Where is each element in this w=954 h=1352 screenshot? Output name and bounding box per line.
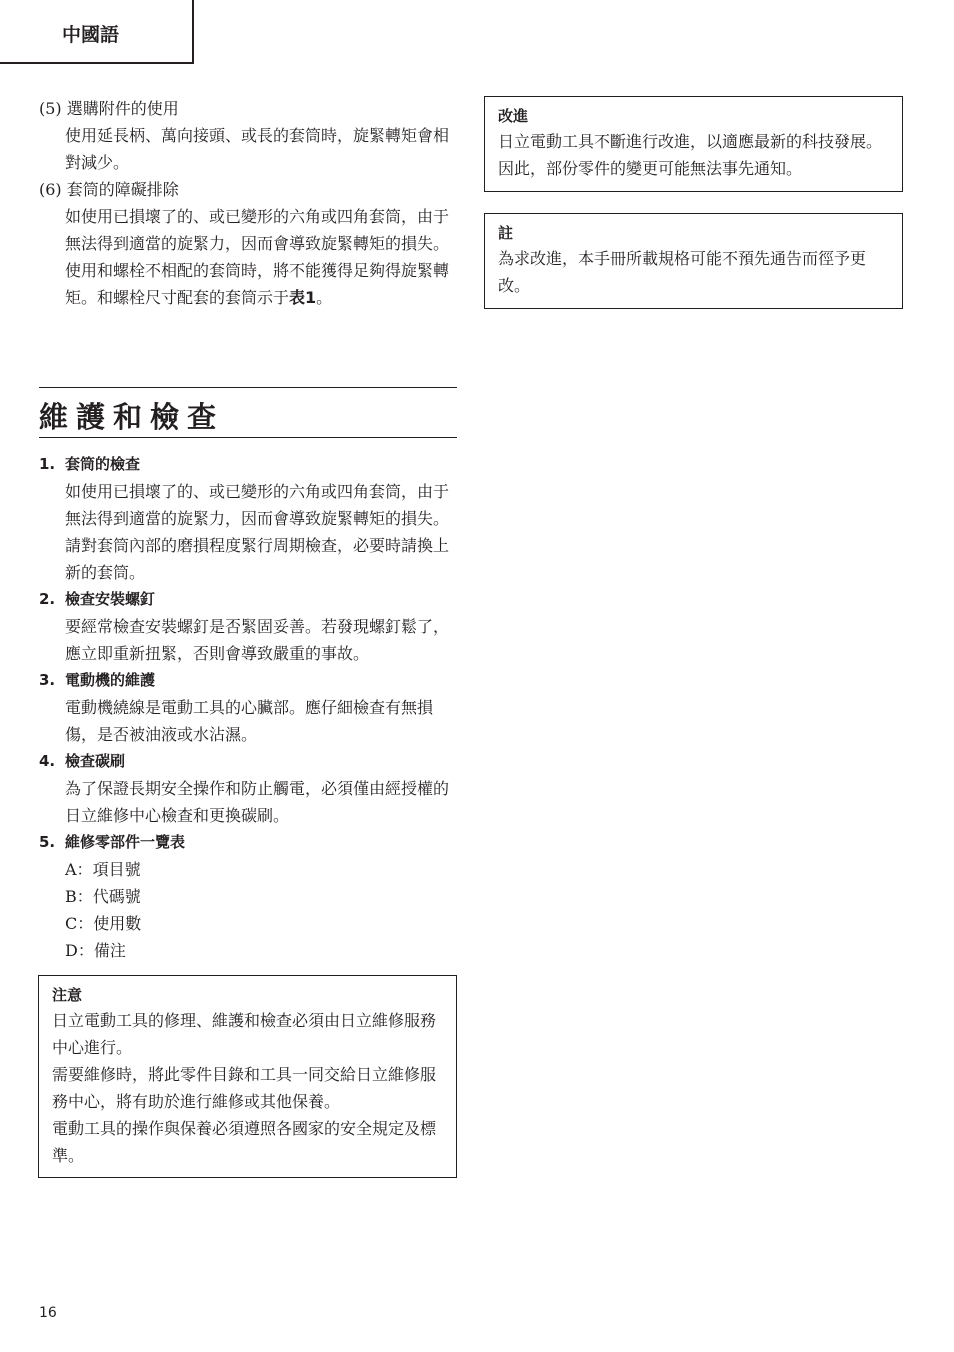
- item5-body: 使用延長柄、萬向接頭、或長的套筒時，旋緊轉矩會相對減少。: [65, 126, 450, 172]
- intro-section: [39, 95, 458, 311]
- maintenance-item-number: 2.: [39, 590, 56, 608]
- parts-legend-row: [65, 937, 458, 964]
- parts-legend-row: [65, 883, 458, 910]
- caution-paragraph: 日立電動工具的修理、維護和檢查必須由日立維修服務中心進行。: [52, 1011, 437, 1057]
- item6-heading: (6) 套筒的障礙排除: [39, 180, 179, 199]
- caution-paragraph: 電動工具的操作與保養必須遵照各國家的安全規定及標準。: [52, 1119, 437, 1165]
- parts-legend-value: 使用數: [93, 914, 142, 933]
- note-title: 註: [498, 224, 514, 242]
- maintenance-item-heading: [39, 667, 458, 694]
- parts-legend-key: B：: [65, 887, 93, 906]
- language-tab: [0, 0, 194, 64]
- maintenance-item: [39, 667, 458, 748]
- caution-box: [38, 975, 457, 1178]
- parts-legend-row: [65, 856, 458, 883]
- note-box: [484, 213, 903, 309]
- maintenance-item-body: 如使用已損壞了的、或已變形的六角或四角套筒，由于無法得到適當的旋緊力，因而會導致旋緊轉矩的損失。請對套筒內部的磨損程度緊行周期檢查，必要時請換上新的套筒。: [65, 482, 450, 582]
- improvement-box: [484, 96, 903, 192]
- table-reference: 表1: [289, 288, 317, 307]
- section-rule-top: [39, 387, 457, 388]
- parts-legend-key: D：: [65, 941, 94, 960]
- maintenance-item-title: 檢查碳刷: [65, 752, 126, 770]
- parts-legend-value: 代碼號: [92, 887, 141, 906]
- page-number: 16: [39, 1305, 57, 1321]
- maintenance-item-number: 1.: [39, 455, 56, 473]
- maintenance-item: [39, 586, 458, 667]
- section-title: 維護和檢查: [39, 400, 225, 434]
- maintenance-item-title: 維修零部件一覽表: [65, 833, 186, 851]
- maintenance-item-title: 檢查安裝螺釘: [65, 590, 156, 608]
- parts-legend-key: A：: [65, 860, 93, 879]
- improvement-text: 日立電動工具不斷進行改進，以適應最新的科技發展。因此，部份零件的變更可能無法事先通知。: [498, 132, 883, 178]
- maintenance-item: [39, 748, 458, 829]
- maintenance-item-number: 3.: [39, 671, 56, 689]
- item6-body-1: 如使用已損壞了的、或已變形的六角或四角套筒，由于無法得到適當的旋緊力，因而會導致旋緊轉矩的損失。: [65, 207, 450, 253]
- parts-legend-value: 項目號: [92, 860, 141, 879]
- maintenance-item-body: 要經常檢查安裝螺釘是否緊固妥善。若發現螺釘鬆了，應立即重新扭緊，否則會導致嚴重的事故。: [65, 617, 450, 663]
- maintenance-item-heading: [39, 451, 458, 478]
- parts-legend-key: C：: [65, 914, 94, 933]
- maintenance-item: [39, 829, 458, 964]
- caution-paragraph: 需要維修時，將此零件目錄和工具一同交給日立維修服務中心，將有助於進行維修或其他保養。: [52, 1065, 437, 1111]
- improvement-title: 改進: [498, 107, 529, 125]
- maintenance-item: [39, 451, 458, 586]
- parts-legend-row: [65, 910, 458, 937]
- maintenance-item-number: 4.: [39, 752, 56, 770]
- item6-body-2: [39, 257, 458, 311]
- parts-legend: [39, 856, 458, 964]
- maintenance-item-heading: [39, 748, 458, 775]
- item6-body-2-end: 。: [316, 288, 333, 307]
- caution-title: 注意: [52, 986, 83, 1004]
- maintenance-list: [39, 451, 458, 964]
- language-tab-label: 中國語: [62, 24, 120, 46]
- note-text: 為求改進，本手冊所載規格可能不預先通告而徑予更改。: [498, 249, 867, 295]
- maintenance-item-heading: [39, 586, 458, 613]
- item5-heading: (5) 選購附件的使用: [39, 99, 179, 118]
- maintenance-item-body: 電動機繞線是電動工具的心臟部。應仔細檢查有無損傷，是否被油液或水沾濕。: [65, 698, 434, 744]
- parts-legend-value: 備注: [93, 941, 126, 960]
- maintenance-item-number: 5.: [39, 833, 56, 851]
- maintenance-item-body: 為了保證長期安全操作和防止觸電，必須僅由經授權的日立維修中心檢查和更換碳刷。: [65, 779, 450, 825]
- maintenance-item-heading: [39, 829, 458, 856]
- section-rule-bottom: [39, 437, 457, 438]
- maintenance-item-title: 電動機的維護: [65, 671, 156, 689]
- item6-body-2-text: 使用和螺栓不相配的套筒時，將不能獲得足夠得旋緊轉矩。和螺栓尺寸配套的套筒示于: [65, 261, 450, 307]
- maintenance-item-title: 套筒的檢查: [65, 455, 141, 473]
